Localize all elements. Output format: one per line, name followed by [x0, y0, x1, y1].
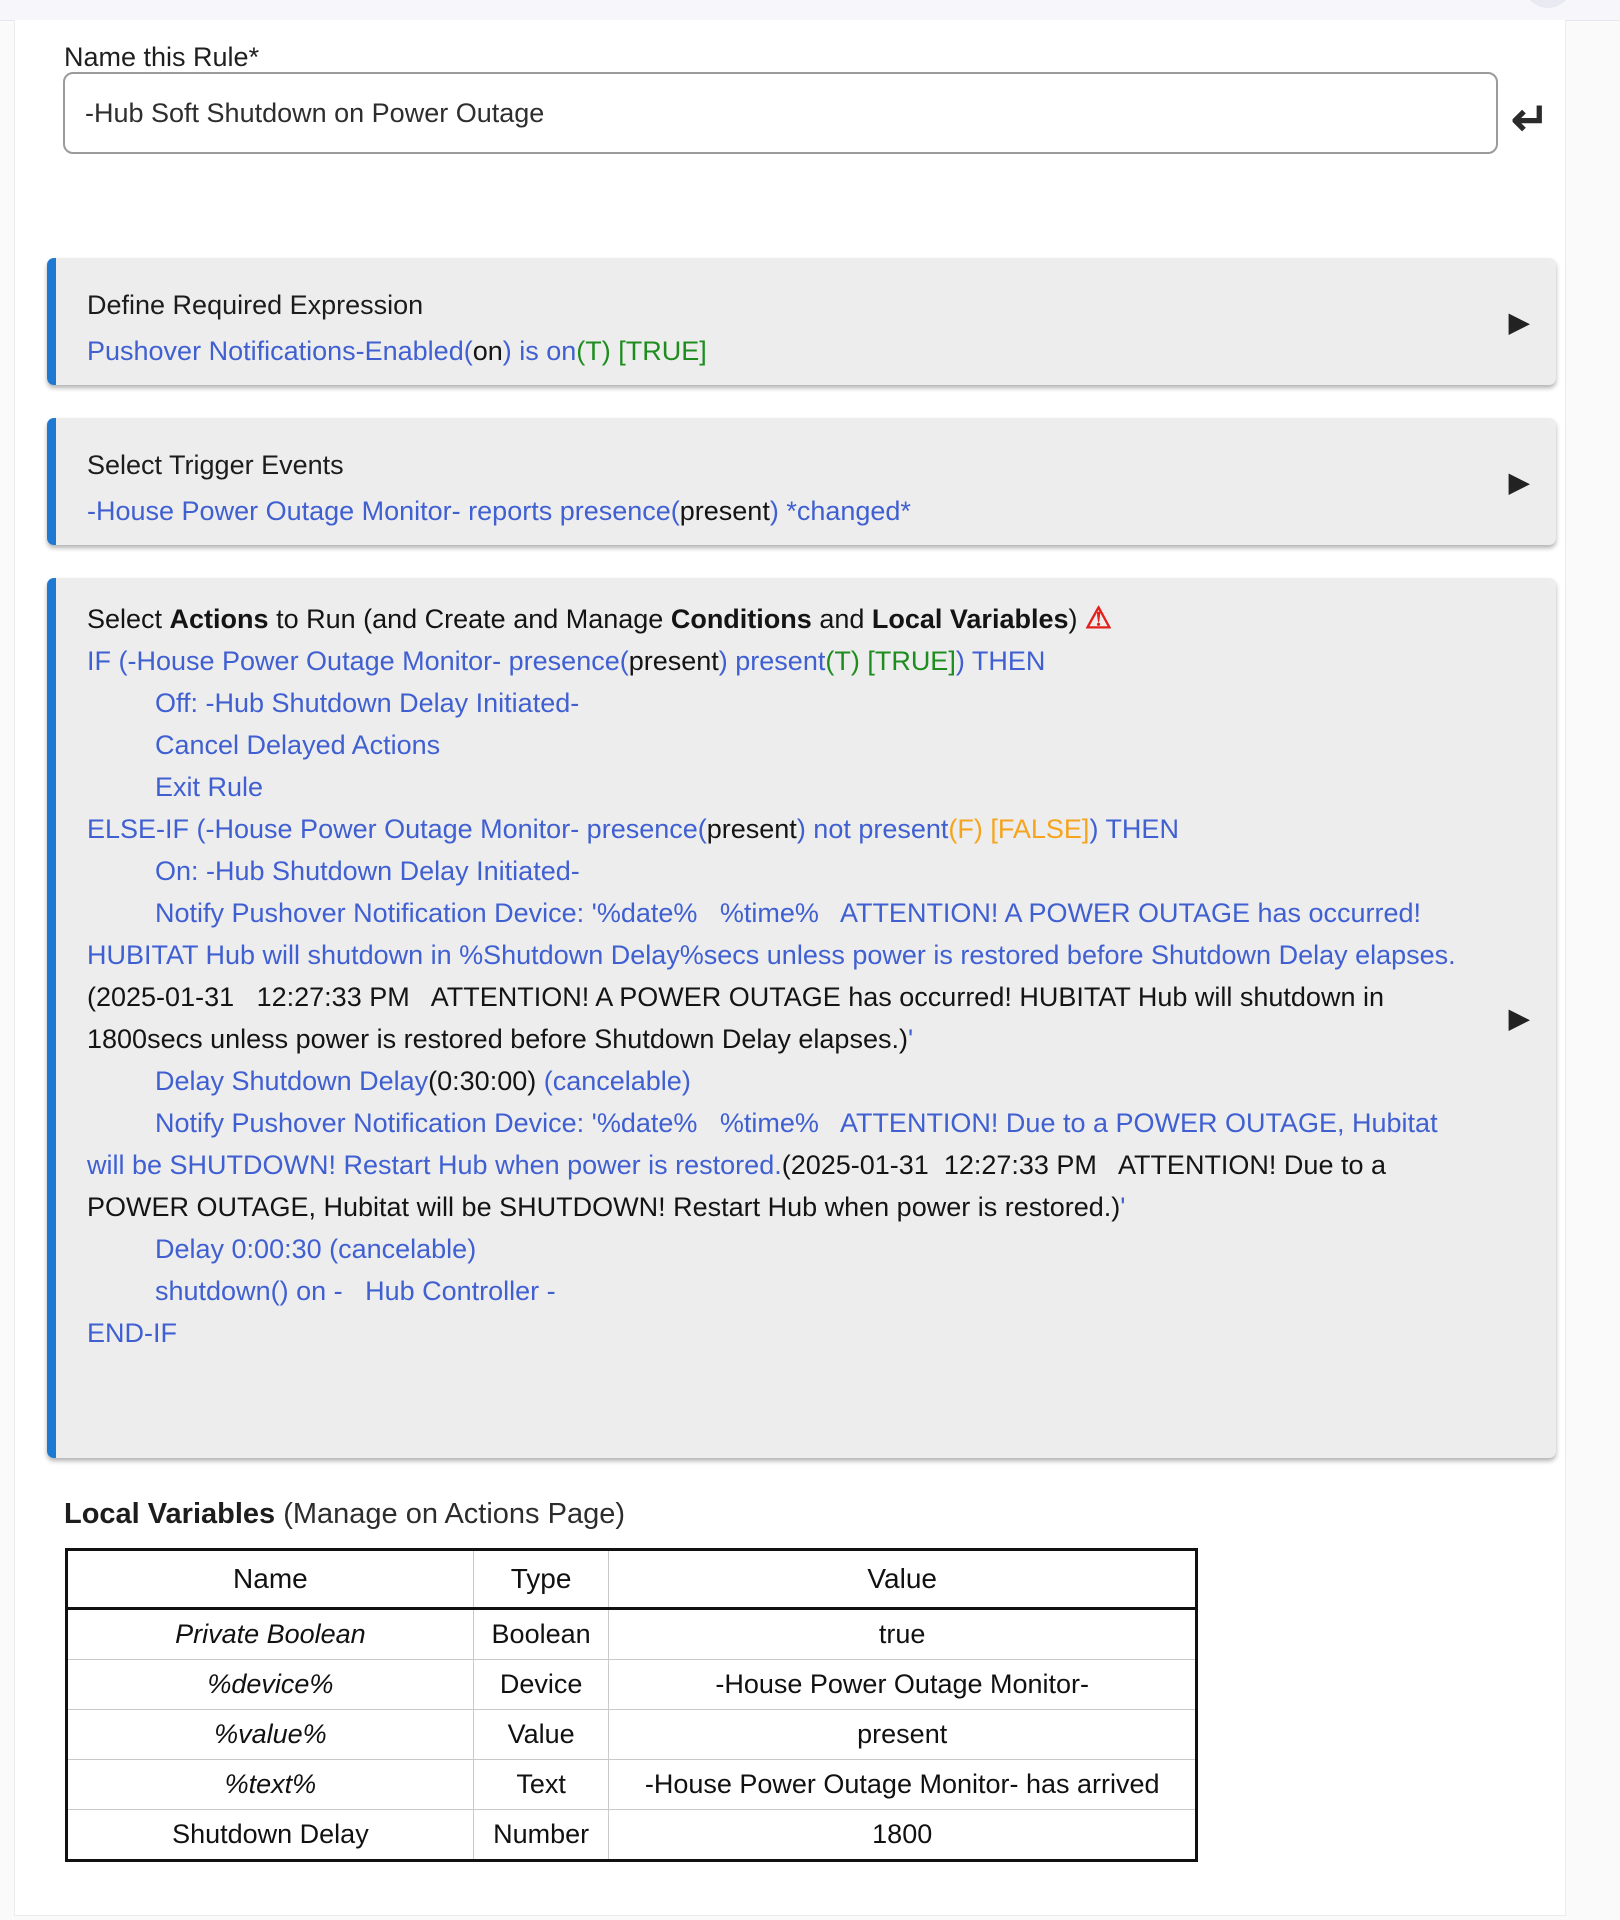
required-expression-title: Define Required Expression: [87, 290, 424, 320]
rule-action-line: [87, 1228, 1476, 1270]
rule-action-line: [87, 892, 1476, 1060]
table-header-row: [67, 1550, 1197, 1609]
text-segment: (cancelable): [536, 1066, 691, 1096]
text-segment: Pushover Notifications-Enabled(: [87, 336, 473, 366]
local-variables-heading: [64, 1498, 625, 1531]
text-segment: (T) [TRUE]: [576, 336, 707, 366]
cell-value: present: [609, 1710, 1197, 1760]
rule-action-line: [87, 682, 1476, 724]
floating-button-partial[interactable]: [1523, 0, 1573, 8]
text-segment: ) THEN: [955, 646, 1046, 676]
cell-value: true: [609, 1609, 1197, 1660]
cell-name: %text%: [67, 1760, 474, 1810]
table-row: [67, 1760, 1197, 1810]
required-expression-section[interactable]: [47, 258, 1556, 385]
text-segment: ) present: [718, 646, 826, 676]
cell-type: Value: [473, 1710, 609, 1760]
rule-editor-panel: [14, 20, 1566, 1916]
table-row: [67, 1710, 1197, 1760]
cell-value: -House Power Outage Monitor-: [609, 1660, 1197, 1710]
expand-arrow-icon[interactable]: ▶: [1508, 466, 1530, 497]
text-segment: Delay 0:00:30 (cancelable): [155, 1234, 477, 1264]
cell-name: %value%: [67, 1710, 474, 1760]
text-segment: present: [706, 814, 797, 844]
actions-section[interactable]: [47, 578, 1556, 1458]
text-segment: ': [907, 1024, 914, 1054]
rule-name-input[interactable]: [63, 72, 1498, 154]
text-segment: ) *changed*: [769, 496, 911, 526]
cell-name: Shutdown Delay: [67, 1810, 474, 1861]
cell-name: %device%: [67, 1660, 474, 1710]
expand-arrow-icon[interactable]: ▶: [1508, 1002, 1530, 1034]
text-segment: ': [1120, 1192, 1126, 1222]
text-segment: END-IF: [87, 1318, 177, 1348]
text-segment: and: [811, 604, 872, 634]
trigger-events-section[interactable]: [47, 418, 1556, 545]
text-segment: (2025-01-31 12:27:33 PM ATTENTION! Due to a POWER OUTAGE, Hubitat will be SHUTDOWN! Restart Hub when power is restored.): [87, 1150, 1394, 1222]
text-segment: (2025-01-31 12:27:33 PM ATTENTION! A POWER OUTAGE has occurred! HUBITAT Hub will shutdown in 1800secs unless power is restored before Shutdown Delay elapses.): [87, 982, 1392, 1054]
cell-type: Boolean: [473, 1609, 609, 1660]
text-segment: (0:30:00): [428, 1066, 537, 1096]
text-segment: ): [1068, 604, 1085, 634]
actions-rule-lines: [87, 640, 1476, 1354]
rule-action-line: [87, 1102, 1476, 1228]
text-segment: ) not present: [796, 814, 949, 844]
table-row: [67, 1609, 1197, 1660]
text-segment: (T) [TRUE]: [825, 646, 956, 676]
text-segment: ELSE-IF (-House Power Outage Monitor- presence(: [87, 814, 707, 844]
local-variables-heading-bold: Local Variables: [64, 1498, 276, 1530]
text-segment: ) THEN: [1089, 814, 1179, 844]
text-segment: on: [472, 336, 503, 366]
cell-type: Number: [473, 1810, 609, 1861]
trigger-events-line: [87, 488, 1476, 534]
rule-action-line: [87, 1270, 1476, 1312]
text-segment: to Run (and Create and Manage: [268, 604, 671, 634]
cell-value: 1800: [609, 1810, 1197, 1861]
text-segment: shutdown() on - Hub Controller -: [155, 1276, 556, 1306]
text-segment: -House Power Outage Monitor- reports presence(: [87, 496, 680, 526]
local-variables-table: [65, 1548, 1198, 1862]
column-header-type: Type: [473, 1550, 609, 1609]
trigger-events-title: Select Trigger Events: [87, 450, 344, 480]
actions-section-title: [87, 598, 1476, 640]
rule-action-line: [87, 808, 1476, 850]
column-header-name: Name: [67, 1550, 474, 1609]
text-segment: Delay Shutdown Delay: [155, 1066, 429, 1096]
expand-arrow-icon[interactable]: ▶: [1508, 306, 1530, 337]
text-segment: (F) [FALSE]: [948, 814, 1090, 844]
enter-return-icon: ↵: [1511, 93, 1550, 145]
column-header-value: Value: [609, 1550, 1197, 1609]
text-segment: present: [628, 646, 719, 676]
text-segment: present: [679, 496, 770, 526]
text-segment: Conditions: [670, 604, 812, 634]
rule-action-line: [87, 1060, 1476, 1102]
warning-icon: ⚠: [1084, 602, 1112, 635]
cell-value: -House Power Outage Monitor- has arrived: [609, 1760, 1197, 1810]
text-segment: Notify Pushover Notification Device: '%date% %time% ATTENTION! Due to a POWER OUTAGE, Hubitat will be SHUTDOWN! Restart Hub when power is restored.: [87, 1108, 1446, 1180]
text-segment: Select: [87, 604, 170, 634]
rule-action-line: [87, 766, 1476, 808]
rule-action-line: [87, 1312, 1476, 1354]
table-row: [67, 1810, 1197, 1861]
rule-name-label: Name this Rule*: [64, 42, 260, 72]
table-row: [67, 1660, 1197, 1710]
required-expression-line: [87, 328, 1476, 374]
text-segment: IF (-House Power Outage Monitor- presence(: [87, 646, 629, 676]
text-segment: Actions: [169, 604, 269, 634]
text-segment: Cancel Delayed Actions: [155, 730, 441, 760]
cell-name: Private Boolean: [67, 1609, 474, 1660]
rule-action-line: [87, 724, 1476, 766]
text-segment: On: -Hub Shutdown Delay Initiated-: [155, 856, 580, 886]
text-segment: Exit Rule: [155, 772, 264, 802]
text-segment: ) is on: [502, 336, 577, 366]
rule-action-line: [87, 850, 1476, 892]
local-variables-heading-rest: (Manage on Actions Page): [275, 1498, 625, 1530]
text-segment: Local Variables: [871, 604, 1069, 634]
text-segment: Off: -Hub Shutdown Delay Initiated-: [155, 688, 580, 718]
rule-action-line: [87, 640, 1476, 682]
text-segment: Notify Pushover Notification Device: '%date% %time% ATTENTION! A POWER OUTAGE has occurred! HUBITAT Hub will shutdown in %Shutdown Delay%secs unless power is restored before Shutdown Delay elapses.: [87, 898, 1456, 970]
cell-type: Text: [473, 1760, 609, 1810]
cell-type: Device: [473, 1660, 609, 1710]
top-bar: [0, 0, 1620, 21]
